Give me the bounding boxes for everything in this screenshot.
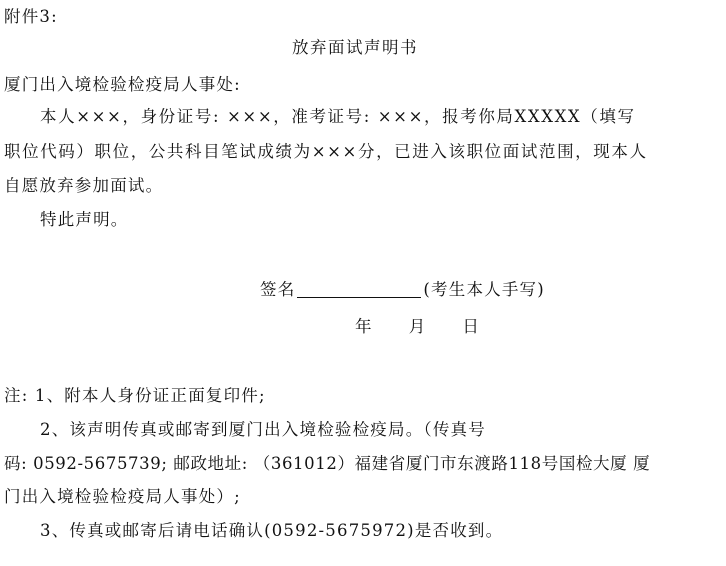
note-3: 3、传真或邮寄后请电话确认(0592-5675972)是否收到。	[40, 521, 504, 540]
document-title: 放弃面试声明书	[292, 38, 418, 57]
signature-note: (考生本人手写)	[423, 280, 545, 299]
addressee: 厦门出入境检验检疫局人事处:	[4, 75, 241, 94]
date-day: 日	[462, 317, 481, 336]
note-2-end: 门出入境检验检疫局人事处）;	[4, 487, 241, 506]
note-2-continued: 码: 0592-5675739; 邮政地址: （361012）福建省厦门市东渡路118号国检大厦 厦	[4, 454, 651, 473]
signature-row	[260, 279, 545, 301]
body-line-3: 自愿放弃参加面试。	[4, 176, 164, 195]
statement: 特此声明。	[40, 210, 129, 229]
body-line-1: 本人×××，身份证号: ×××，准考证号: ×××，报考你局XXXXX（填写	[40, 107, 636, 126]
note-2: 2、该声明传真或邮寄到厦门出入境检验检疫局。（传真号	[40, 420, 486, 439]
note-1: 注: 1、附本人身份证正面复印件;	[4, 386, 266, 405]
signature-line	[297, 279, 421, 298]
body-line-2: 职位代码）职位，公共科目笔试成绩为×××分，已进入该职位面试范围，现本人	[4, 142, 648, 161]
date-year: 年	[355, 317, 373, 336]
attachment-label: 附件3:	[4, 7, 58, 26]
date-month: 月	[408, 317, 427, 336]
date-row	[355, 316, 480, 338]
signature-label: 签名	[260, 280, 296, 299]
